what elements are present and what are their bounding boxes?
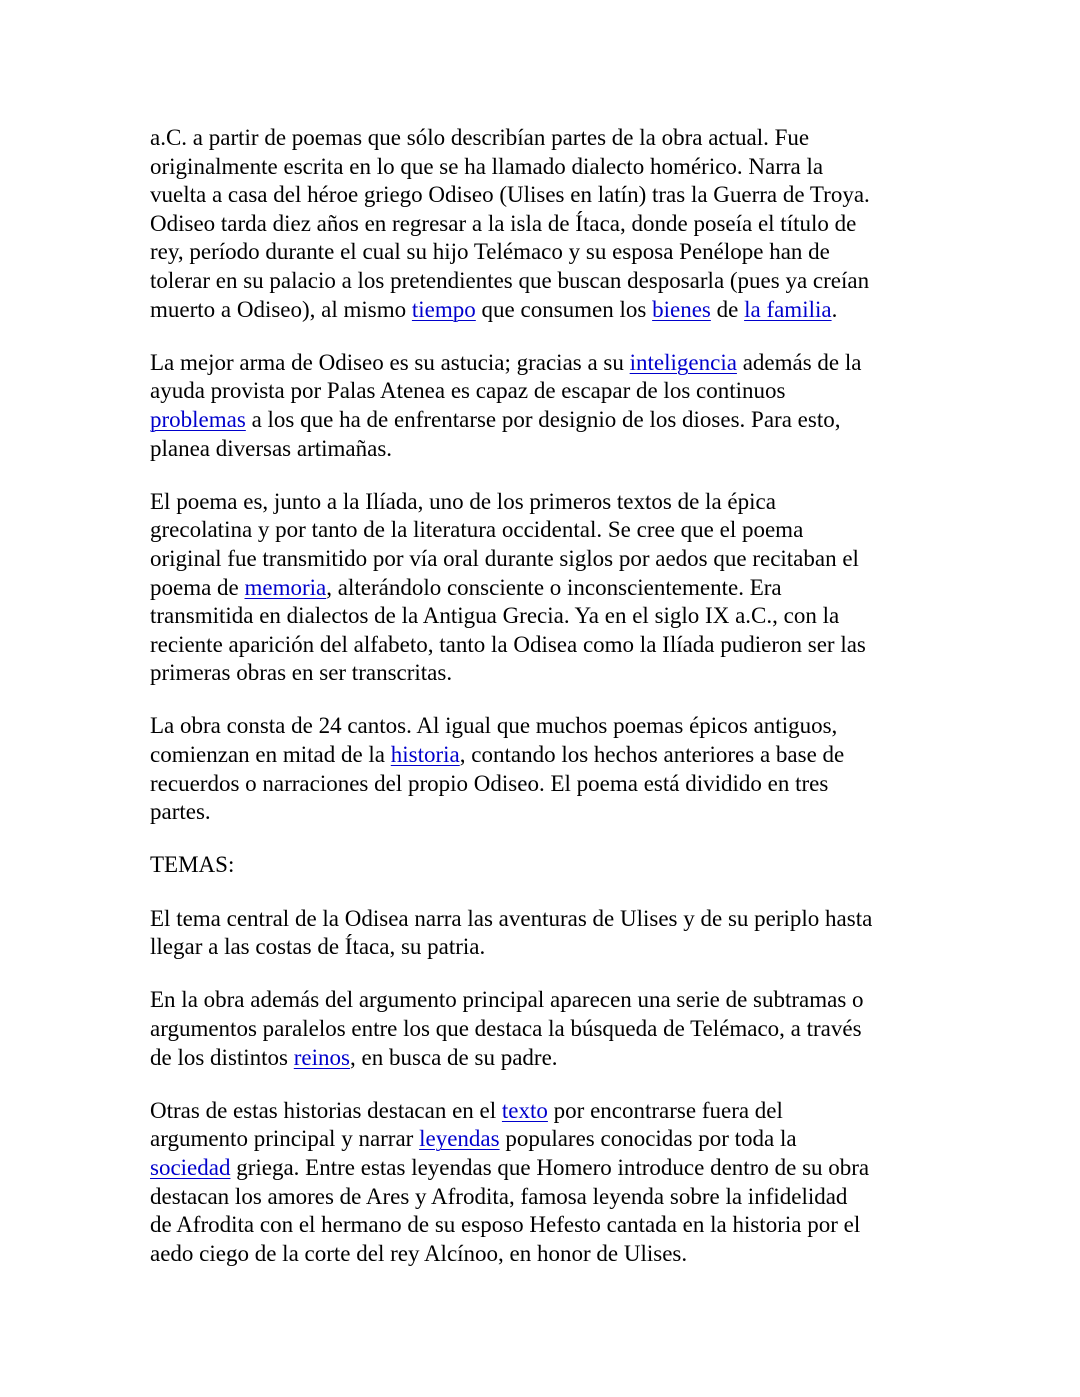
text-segment: originalmente escrita en lo que se ha llamado dialecto homérico. Narra la <box>150 153 824 179</box>
section-heading <box>150 851 940 880</box>
document-body <box>150 124 940 1293</box>
text-segment: En la obra además del argumento principal aparecen una serie de subtramas o <box>150 987 864 1013</box>
text-segment: La mejor arma de Odiseo es su astucia; gracias a su <box>150 349 630 375</box>
text-line <box>150 406 940 435</box>
text-segment: a.C. a partir de poemas que sólo describían partes de la obra actual. Fue <box>150 125 810 150</box>
text-segment: grecolatina y por tanto de la literatura occidental. Se cree que el poema <box>150 517 804 543</box>
text-line <box>150 1015 940 1044</box>
text-line <box>150 377 940 406</box>
text-segment: reciente aparición del alfabeto, tanto la Odisea como la Ilíada pudieron ser las <box>150 631 866 657</box>
link-la-familia[interactable]: la familia <box>744 296 832 322</box>
text-line <box>150 770 940 799</box>
link-bienes[interactable]: bienes <box>652 296 711 322</box>
text-line <box>150 1097 940 1126</box>
text-segment: aedo ciego de la corte del rey Alcínoo, en honor de Ulises. <box>150 1240 688 1266</box>
text-line <box>150 1183 940 1212</box>
text-line <box>150 516 940 545</box>
text-line <box>150 238 940 267</box>
text-segment: a los que ha de enfrentarse por designio de los dioses. Para esto, <box>245 406 841 432</box>
text-segment: Otras de estas historias destacan en el <box>150 1097 502 1123</box>
text-segment: , en busca de su padre. <box>349 1044 558 1070</box>
text-segment: vuelta a casa del héroe griego Odiseo (Ulises en latín) tras la Guerra de Troya. <box>150 182 870 208</box>
text-segment: destacan los amores de Ares y Afrodita, famosa leyenda sobre la infidelidad <box>150 1183 848 1209</box>
text-line <box>150 1211 940 1240</box>
link-memoria[interactable]: memoria <box>244 574 327 600</box>
link-historia[interactable]: historia <box>390 742 460 768</box>
text-segment: recuerdos o narraciones del propio Odiseo. El poema está dividido en tres <box>150 770 829 796</box>
text-segment: TEMAS: <box>150 852 235 878</box>
text-segment: de Afrodita con el hermano de su esposo Hefesto cantada en la historia por el <box>150 1212 861 1238</box>
text-segment: por encontrarse fuera del <box>547 1097 783 1123</box>
paragraph <box>150 905 940 962</box>
text-segment: poema de <box>150 574 245 600</box>
text-line <box>150 712 940 741</box>
text-line <box>150 124 940 153</box>
text-segment: comienzan en mitad de la <box>150 742 391 768</box>
text-segment: , contando los hechos anteriores a base de <box>459 742 845 768</box>
text-segment: de los distintos <box>150 1044 294 1070</box>
text-segment: llegar a las costas de Ítaca, su patria. <box>150 934 486 960</box>
paragraph <box>150 124 940 324</box>
text-segment: primeras obras en ser transcritas. <box>150 660 453 686</box>
text-segment: , alterándolo consciente o inconscientemente. Era <box>326 574 782 600</box>
text-line <box>150 267 940 296</box>
text-segment: El tema central de la Odisea narra las aventuras de Ulises y de su periplo hasta <box>150 905 873 931</box>
text-segment: transmitida en dialectos de la Antigua Grecia. Ya en el siglo IX a.C., con la <box>150 603 840 629</box>
text-line <box>150 986 940 1015</box>
link-sociedad[interactable]: sociedad <box>150 1154 231 1180</box>
text-segment: tolerar en su palacio a los pretendientes que buscan desposarla (pues ya creían <box>150 267 870 293</box>
text-segment: argumentos paralelos entre los que destaca la búsqueda de Telémaco, a través <box>150 1016 862 1041</box>
text-segment: original fue transmitido por vía oral durante siglos por aedos que recitaban el <box>150 545 859 571</box>
link-leyendas[interactable]: leyendas <box>419 1126 500 1152</box>
text-line <box>150 798 940 827</box>
text-line <box>150 210 940 239</box>
text-segment: Odiseo tarda diez años en regresar a la isla de Ítaca, donde poseía el título de <box>150 210 857 236</box>
text-segment: . <box>831 296 838 322</box>
text-line <box>150 1044 940 1073</box>
link-tiempo[interactable]: tiempo <box>411 296 476 322</box>
text-line <box>150 602 940 631</box>
link-reinos[interactable]: reinos <box>293 1044 350 1070</box>
text-line <box>150 1125 940 1154</box>
text-segment: La obra consta de 24 cantos. Al igual que muchos poemas épicos antiguos, <box>150 713 838 739</box>
text-line <box>150 631 940 660</box>
text-line <box>150 905 940 934</box>
text-line <box>150 488 940 517</box>
text-segment: griega. Entre estas leyendas que Homero introduce dentro de su obra <box>230 1154 870 1180</box>
link-problemas[interactable]: problemas <box>150 406 246 432</box>
paragraph <box>150 712 940 826</box>
text-segment: planea diversas artimañas. <box>150 435 393 461</box>
text-segment: partes. <box>150 799 211 825</box>
text-line <box>150 296 940 325</box>
text-line <box>150 545 940 574</box>
text-line <box>150 153 940 182</box>
text-segment: argumento principal y narrar <box>150 1126 420 1152</box>
text-line <box>150 741 940 770</box>
text-line <box>150 1240 940 1269</box>
paragraph <box>150 986 940 1072</box>
text-segment: ayuda provista por Palas Atenea es capaz de escapar de los continuos <box>150 378 786 404</box>
text-segment: populares conocidas por toda la <box>499 1126 797 1152</box>
text-line <box>150 435 940 464</box>
link-texto[interactable]: texto <box>501 1097 548 1123</box>
text-segment: que consumen los <box>475 296 653 322</box>
paragraph <box>150 488 940 688</box>
paragraph <box>150 1097 940 1269</box>
text-line <box>150 659 940 688</box>
text-segment: de <box>710 296 745 322</box>
text-line <box>150 574 940 603</box>
text-segment: además de la <box>736 349 862 375</box>
text-line <box>150 851 940 880</box>
text-line <box>150 1154 940 1183</box>
text-segment: rey, período durante el cual su hijo Telémaco y su esposa Penélope han de <box>150 239 830 265</box>
text-segment: muerto a Odiseo), al mismo <box>150 296 412 322</box>
link-inteligencia[interactable]: inteligencia <box>629 349 737 375</box>
text-line <box>150 181 940 210</box>
paragraph <box>150 349 940 463</box>
text-segment: El poema es, junto a la Ilíada, uno de los primeros textos de la épica <box>150 488 776 514</box>
text-line <box>150 349 940 378</box>
text-line <box>150 933 940 962</box>
